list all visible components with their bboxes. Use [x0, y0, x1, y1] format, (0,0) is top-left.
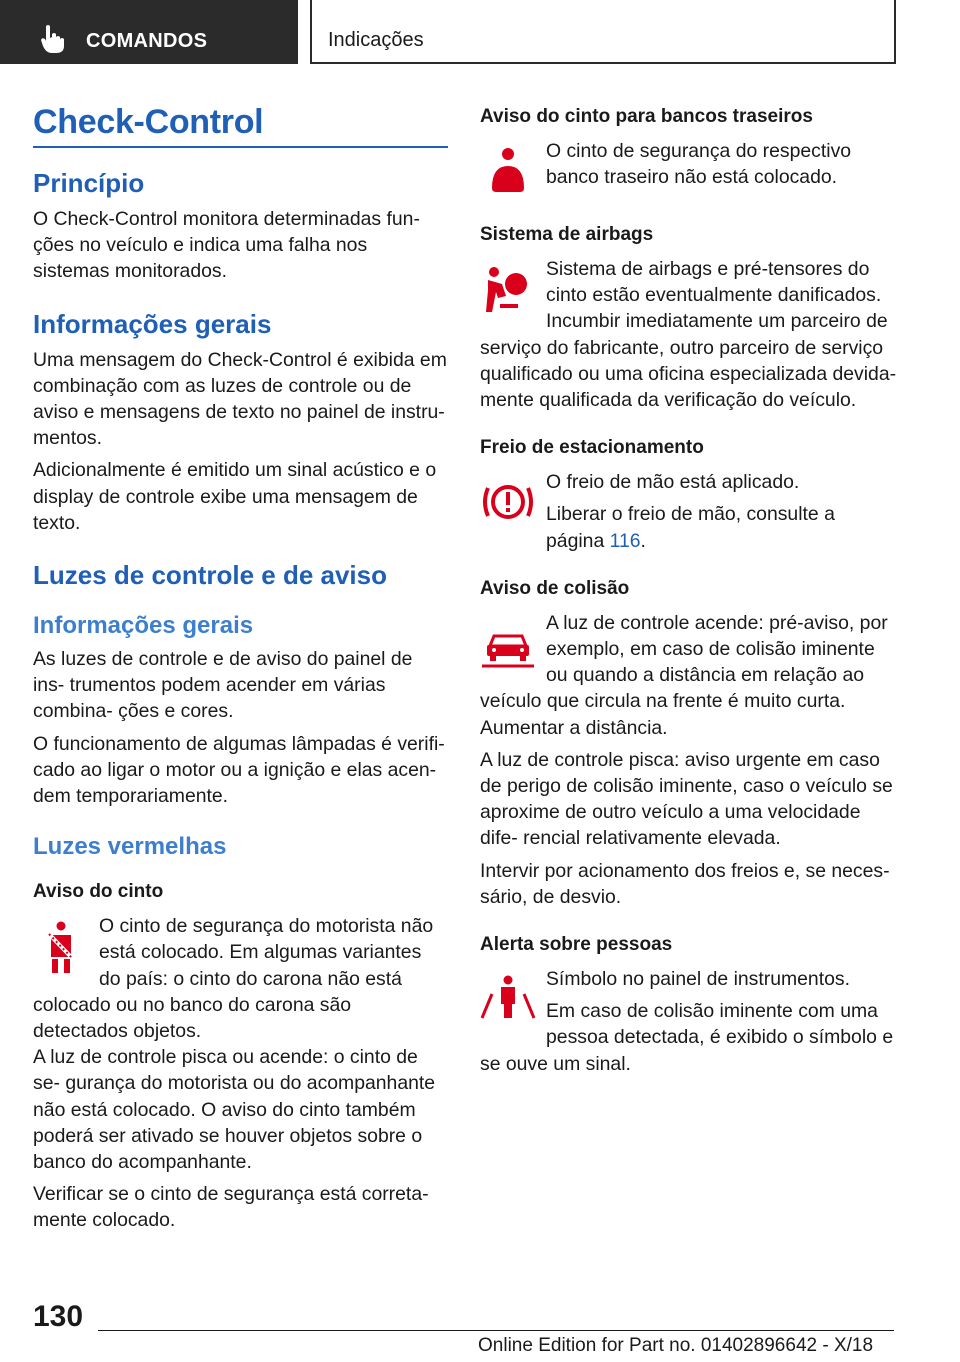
freio-paragraph-2-end: . [640, 529, 646, 552]
airbags-item [480, 256, 898, 308]
colisao-heading: Aviso de colisão [480, 577, 630, 599]
colisao-paragraph-1: A luz de controle acende: pré-aviso, por exemplo, em caso de colisão iminente ou quando a distância em relação ao veículo que circula na frente é muito curta. [480, 611, 888, 713]
luzes-paragraph-1: As luzes de controle e de aviso do painel de ins- trumentos podem acender em várias combina- ções e cores. [33, 648, 413, 723]
luzes-info-heading: Informações gerais [33, 612, 254, 640]
footer-divider [98, 1330, 894, 1331]
traseiros-heading: Aviso do cinto para bancos traseiros [480, 106, 813, 127]
airbags-paragraph-1: Sistema de airbags e pré-tensores do cinto estão eventualmente danificados. [546, 258, 882, 307]
traseiros-item [480, 138, 898, 200]
page-number: 130 [33, 1300, 84, 1333]
cinto-item [33, 913, 448, 1044]
title-divider [33, 146, 448, 148]
freio-paragraph-1: O freio de mão está aplicado. [546, 471, 800, 494]
airbag-warning-icon [480, 260, 536, 318]
left-column [33, 100, 448, 1234]
page-title: Check-Control [33, 103, 264, 141]
luzes-paragraph-2: O funcionamento de algumas lâmpadas é verifi- cado ao ligar o motor ou a ignição e elas acen- dem temporariamente. [33, 732, 445, 808]
traseiros-text: O cinto de segurança do respectivo banco traseiro não está colocado. [546, 140, 852, 189]
header-section-title: Indicações [328, 29, 424, 51]
cinto-paragraph-2: A luz de controle pisca ou acende: o cinto de se- gurança do motorista ou do acompanhante não está colocado. O aviso do cinto também poderá ser ativado se houver objetos sobre o banco do acompanhante. [33, 1046, 436, 1174]
pedestrian-warning-icon [480, 970, 536, 1028]
pessoas-paragraph-1: Símbolo no painel de instrumentos. [546, 968, 850, 991]
vermelhas-heading: Luzes vermelhas [33, 833, 227, 861]
airbags-paragraph-2: Incumbir imediatamente um parceiro de serviço do fabricante, outro parceiro de serviço qualificado ou uma oficina especializada devida- mente qualificada da verificação do veículo. [480, 310, 897, 412]
freio-heading: Freio de estacionamento [480, 437, 704, 459]
colisao-paragraph-3: A luz de controle pisca: aviso urgente em caso de perigo de colisão iminente, caso o veículo se aproxime de outro veículo a uma velocidade dife- rencial relativamente elevada. [480, 748, 893, 850]
principio-heading: Princípio [33, 168, 145, 198]
right-column [480, 104, 898, 1077]
pessoas-heading: Alerta sobre pessoas [480, 934, 673, 956]
footer-edition: Online Edition for Part no. 01402896642 - X/18 [478, 1335, 874, 1356]
parking-brake-icon [480, 473, 536, 531]
freio-paragraph-2-text: Liberar o freio de mão, consulte a página [546, 503, 835, 552]
airbags-heading: Sistema de airbags [480, 224, 654, 245]
hand-pointer-icon [40, 24, 66, 54]
principio-text: O Check-Control monitora determinadas fun- ções no veículo e indica uma falha nos sistemas monitorados. [33, 208, 420, 283]
header-tab-label: COMANDOS [86, 30, 208, 52]
freio-paragraph-2 [480, 501, 898, 553]
colisao-paragraph-2: Aumentar a distância. [480, 716, 668, 739]
seatbelt-warning-icon [33, 917, 89, 975]
pessoas-item [480, 966, 898, 1077]
page-link-116[interactable]: 116 [609, 529, 641, 552]
header-section-box [310, 0, 896, 64]
header-tab [0, 0, 298, 64]
rear-seatbelt-icon [480, 142, 536, 200]
luzes-heading: Luzes de controle e de aviso [33, 560, 387, 591]
info-heading: Informações gerais [33, 308, 272, 339]
freio-item [480, 469, 898, 554]
cinto-paragraph-1: O cinto de segurança do motorista não está colocado. Em algumas variantes do país: o cinto do carona não está colocado ou no banco do carona são detectados objetos. [33, 915, 434, 1043]
pessoas-paragraph-2: Em caso de colisão iminente com uma pessoa detectada, é exibido o símbolo e se ouve um sinal. [480, 1000, 894, 1075]
cinto-heading: Aviso do cinto [33, 881, 164, 903]
info-paragraph-2: Adicionalmente é emitido um sinal acústico e o display de controle exibe uma mensagem de texto. [33, 459, 437, 534]
collision-warning-icon [480, 614, 536, 672]
colisao-paragraph-4: Intervir por acionamento dos freios e, se neces- sário, de desvio. [480, 859, 890, 908]
info-paragraph-1: Uma mensagem do Check-Control é exibida em combinação com as luzes de controle ou de aviso e mensagens de texto no painel de instru- mentos. [33, 348, 447, 450]
colisao-item [480, 610, 898, 715]
cinto-paragraph-3: Verificar se o cinto de segurança está correta- mente colocado. [33, 1183, 429, 1232]
